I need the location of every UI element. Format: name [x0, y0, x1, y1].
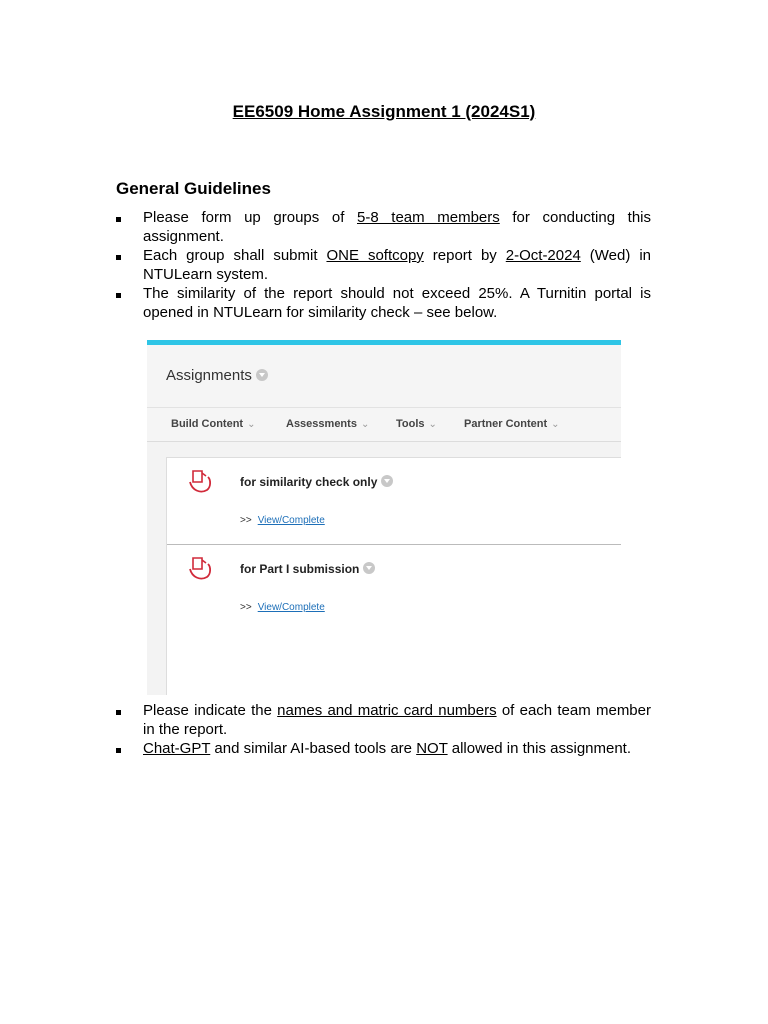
menu-assessments[interactable]	[286, 418, 369, 430]
assignment-list	[166, 457, 621, 695]
document-title: EE6509 Home Assignment 1 (2024S1)	[232, 102, 536, 121]
menu-label: Build Content	[171, 418, 244, 430]
view-complete-link[interactable]: View/Complete	[257, 515, 325, 526]
bullet-text: (Wed) in NTULearn system.	[143, 247, 651, 283]
assignment-name-text: for Part I submission	[240, 562, 360, 576]
bullet-emphasis: Chat-GPT	[143, 740, 211, 757]
bullet-emphasis: ONE softcopy	[326, 247, 424, 264]
bullet-icon	[116, 739, 126, 758]
view-link-row	[240, 602, 325, 613]
chevron-down-icon[interactable]	[381, 475, 393, 487]
assignment-item	[167, 458, 621, 545]
screenshot-header	[147, 345, 621, 408]
content-menu	[147, 408, 621, 442]
view-complete-link[interactable]: View/Complete	[257, 602, 325, 613]
bullet-icon	[116, 246, 126, 265]
ntulearn-screenshot	[147, 340, 621, 695]
assignment-name[interactable]	[240, 475, 393, 489]
chevron-down-icon[interactable]	[256, 369, 268, 381]
bullet-text: report by	[423, 247, 506, 264]
menu-label: Tools	[396, 418, 425, 430]
list-item	[116, 739, 651, 758]
chevron-down-icon[interactable]	[363, 562, 375, 574]
assignment-item	[167, 545, 621, 631]
view-link-row	[240, 515, 325, 526]
chevron-down-icon: ⌄	[428, 419, 437, 430]
bullet-emphasis: 2-Oct-2024	[505, 247, 581, 264]
turnitin-icon	[186, 468, 214, 496]
link-prefix: >>	[240, 602, 252, 613]
list-item	[116, 208, 651, 246]
bullet-emphasis: NOT	[416, 740, 448, 757]
menu-label: Assessments	[286, 418, 357, 430]
bullet-icon	[116, 284, 126, 303]
bullet-emphasis: 5-8 team members	[357, 209, 500, 226]
bullet-icon	[116, 701, 126, 720]
bullet-icon	[116, 208, 126, 227]
chevron-down-icon: ⌄	[247, 419, 256, 430]
link-prefix: >>	[240, 515, 252, 526]
bullet-text: Please form up groups of	[143, 209, 357, 226]
section-heading: General Guidelines	[116, 179, 271, 198]
chevron-down-icon: ⌄	[551, 419, 560, 430]
bullet-emphasis: names and matric card numbers	[277, 702, 497, 719]
bullet-text: and similar AI-based tools are	[210, 740, 417, 757]
bullet-text: The similarity of the report should not exceed 25%. A Turnitin portal is opened in NTULearn for similarity check – see below.	[143, 285, 651, 321]
menu-partner-content[interactable]	[464, 418, 560, 430]
assignments-title	[166, 367, 268, 384]
bullet-text: Please indicate the	[143, 702, 278, 719]
assignments-label: Assignments	[166, 367, 252, 384]
bullet-text: allowed in this assignment.	[447, 740, 632, 757]
guideline-list	[116, 208, 651, 322]
bullet-text: of each team member in the report.	[143, 702, 651, 738]
bullet-text: Each group shall submit	[143, 247, 327, 264]
bullet-text: for conducting this assignment.	[143, 209, 652, 245]
chevron-down-icon: ⌄	[360, 419, 370, 430]
list-item	[116, 246, 651, 284]
list-item	[116, 284, 651, 322]
assignment-name[interactable]	[240, 562, 375, 576]
guideline-list	[116, 701, 651, 758]
list-item	[116, 701, 651, 739]
menu-label: Partner Content	[464, 418, 548, 430]
turnitin-icon	[186, 555, 214, 583]
menu-tools[interactable]	[396, 418, 437, 430]
menu-build-content[interactable]	[171, 418, 256, 430]
assignment-name-text: for similarity check only	[240, 475, 378, 489]
